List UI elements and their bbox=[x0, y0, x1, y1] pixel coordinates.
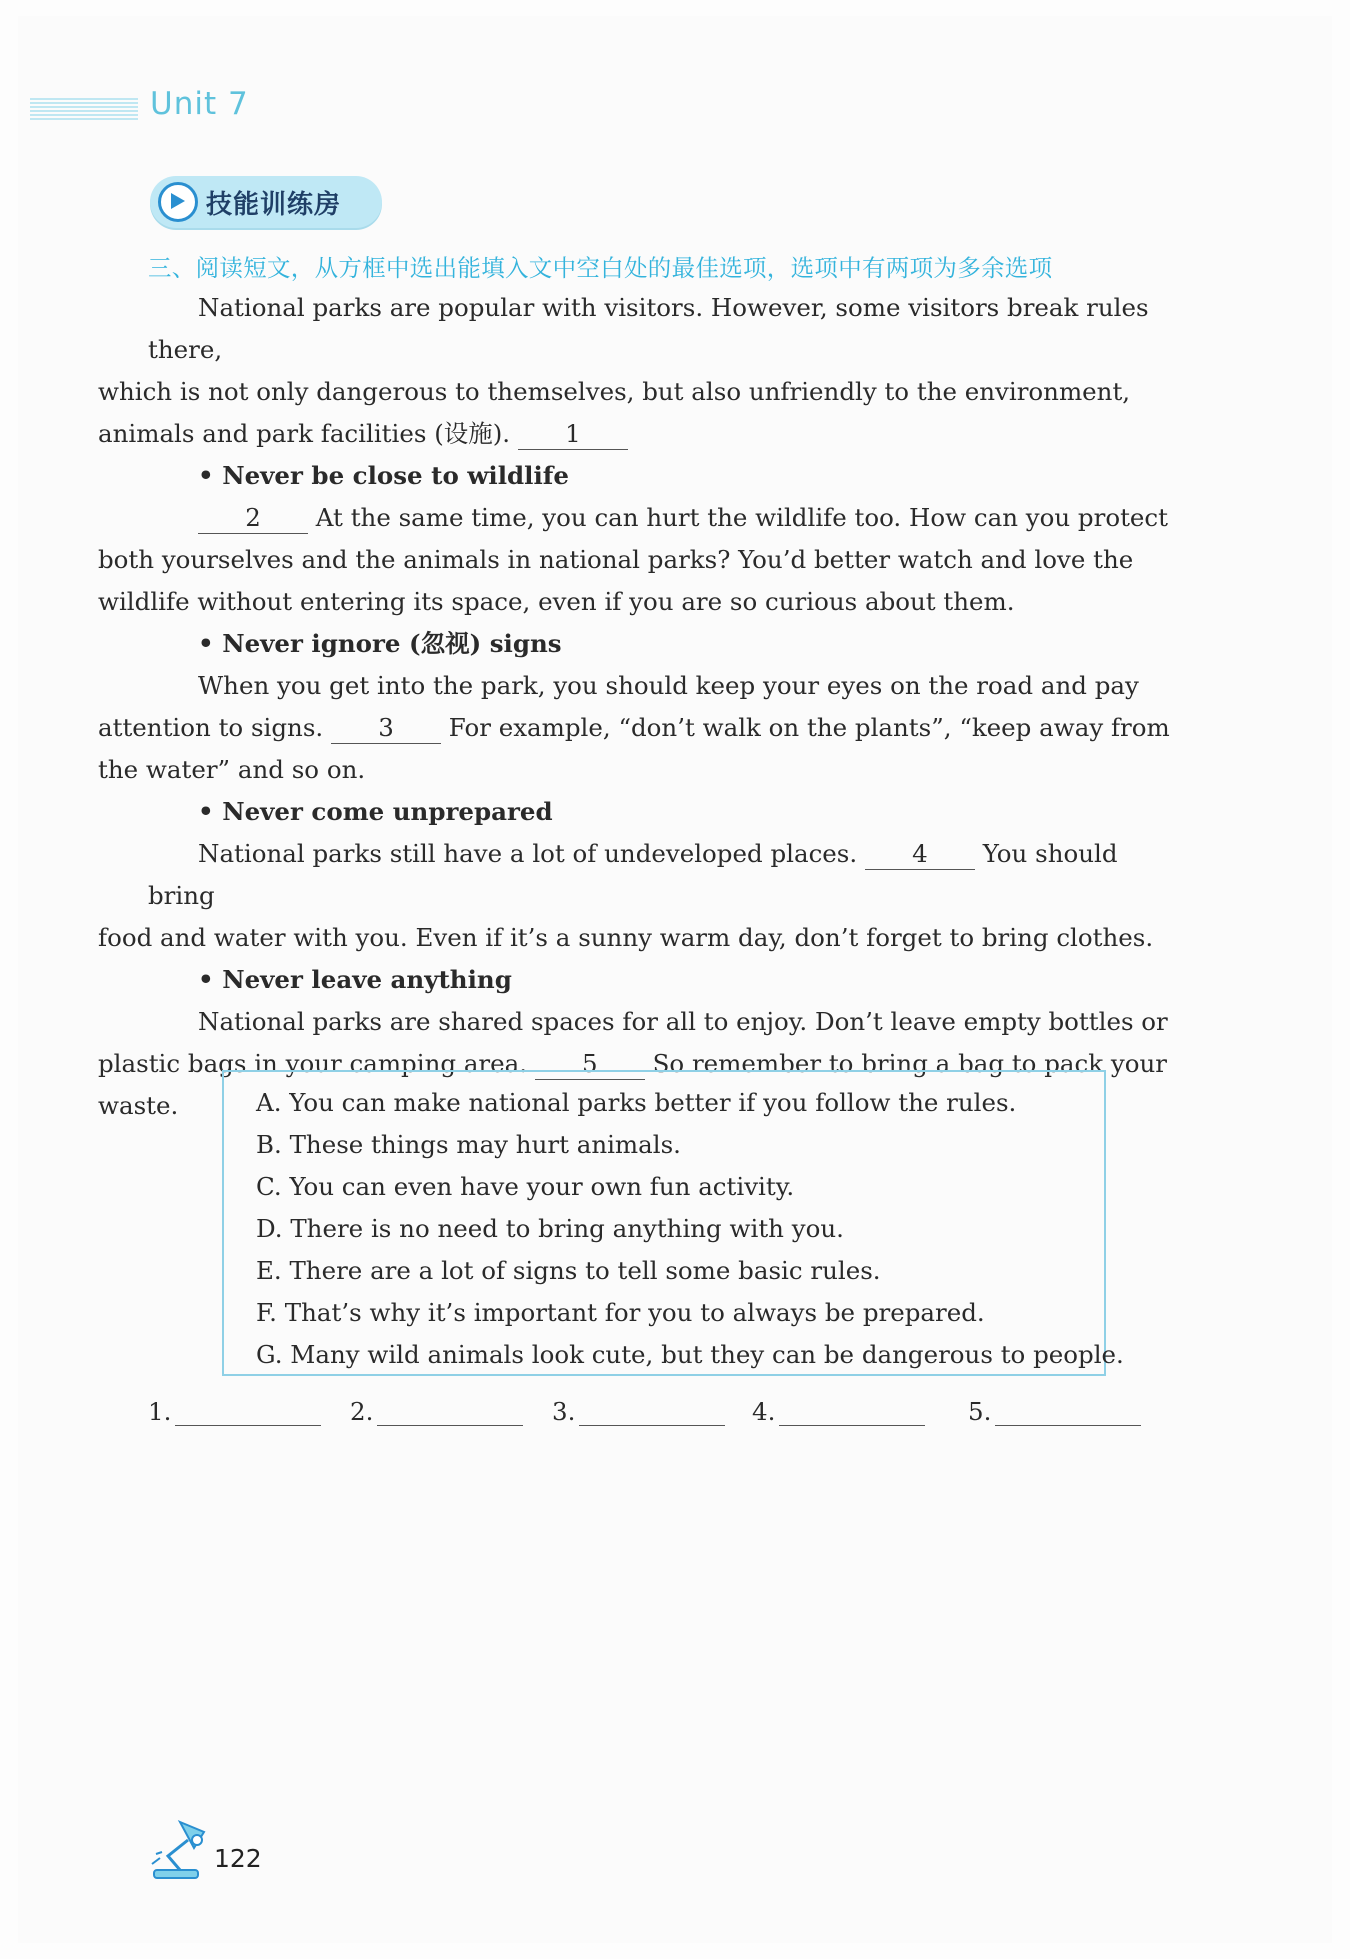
paragraph-signs: When you get into the park, you should keep your eyes on the road and pay attention to signs. 3 For example, “don’t walk on the plants”, “keep away from the water” and so on. bbox=[98, 671, 1170, 784]
answer-4[interactable]: 4. bbox=[752, 1397, 925, 1426]
answer-3-line[interactable] bbox=[579, 1399, 725, 1426]
section-header bbox=[150, 176, 382, 228]
reading-passage bbox=[98, 287, 1182, 1127]
option-b: B. These things may hurt animals. bbox=[256, 1130, 681, 1159]
answer-5[interactable]: 5. bbox=[968, 1397, 1141, 1426]
options-box bbox=[222, 1070, 1124, 1376]
paragraph-intro: National parks are popular with visitors. However, some visitors break rules there, which is not only dangerous to themselves, but also unfriendly to the environment, animals and park facilities (设施). 1 bbox=[98, 293, 1149, 448]
answer-1-line[interactable] bbox=[175, 1399, 321, 1426]
option-c: C. You can even have your own fun activity. bbox=[256, 1172, 795, 1201]
answer-1[interactable]: 1. bbox=[148, 1397, 321, 1426]
play-icon bbox=[158, 182, 198, 222]
answer-row bbox=[148, 1397, 1148, 1437]
blank-1[interactable]: 1 bbox=[518, 419, 628, 450]
answer-4-line[interactable] bbox=[779, 1399, 925, 1426]
answer-2[interactable]: 2. bbox=[350, 1397, 523, 1426]
heading-signs: • Never ignore (忽视) signs bbox=[198, 629, 562, 658]
blank-4[interactable]: 4 bbox=[865, 839, 975, 870]
unit-title: Unit 7 bbox=[150, 86, 249, 122]
heading-wildlife: • Never be close to wildlife bbox=[198, 461, 569, 490]
heading-unprepared: • Never come unprepared bbox=[198, 797, 553, 826]
option-d: D. There is no need to bring anything with you. bbox=[256, 1214, 844, 1243]
option-g: G. Many wild animals look cute, but they can be dangerous to people. bbox=[256, 1340, 1124, 1369]
answer-2-line[interactable] bbox=[377, 1399, 523, 1426]
desk-lamp-icon bbox=[150, 1818, 214, 1880]
paragraph-wildlife: 2 At the same time, you can hurt the wildlife too. How can you protect both yourselves and the animals in national parks? You’d better watch and love the wildlife without entering its space, even if you are so curious about them. bbox=[98, 503, 1168, 616]
blank-5[interactable]: 5 bbox=[535, 1049, 645, 1080]
exercise-instruction: 三、阅读短文，从方框中选出能填入文中空白处的最佳选项，选项中有两项为多余选项 bbox=[148, 254, 1053, 282]
heading-leave-nothing: • Never leave anything bbox=[198, 965, 512, 994]
blank-2[interactable]: 2 bbox=[198, 503, 308, 534]
option-a: A. You can make national parks better if you follow the rules. bbox=[256, 1088, 1017, 1117]
option-e: E. There are a lot of signs to tell some basic rules. bbox=[256, 1256, 881, 1285]
paragraph-leave-nothing: National parks are shared spaces for all to enjoy. Don’t leave empty bottles or plastic bags in your camping area. 5 So remember to bring a bag to pack your waste. bbox=[98, 1007, 1168, 1120]
page-number: 122 bbox=[214, 1844, 262, 1873]
option-f: F. That’s why it’s important for you to always be prepared. bbox=[256, 1298, 985, 1327]
answer-3[interactable]: 3. bbox=[552, 1397, 725, 1426]
blank-3[interactable]: 3 bbox=[331, 713, 441, 744]
answer-5-line[interactable] bbox=[995, 1399, 1141, 1426]
paragraph-unprepared: National parks still have a lot of undeveloped places. 4 You should bring food and water with you. Even if it’s a sunny warm day, don’t forget to bring clothes. bbox=[98, 839, 1154, 952]
unit-header-stripes bbox=[30, 98, 138, 124]
section-title: 技能训练房 bbox=[206, 190, 342, 220]
